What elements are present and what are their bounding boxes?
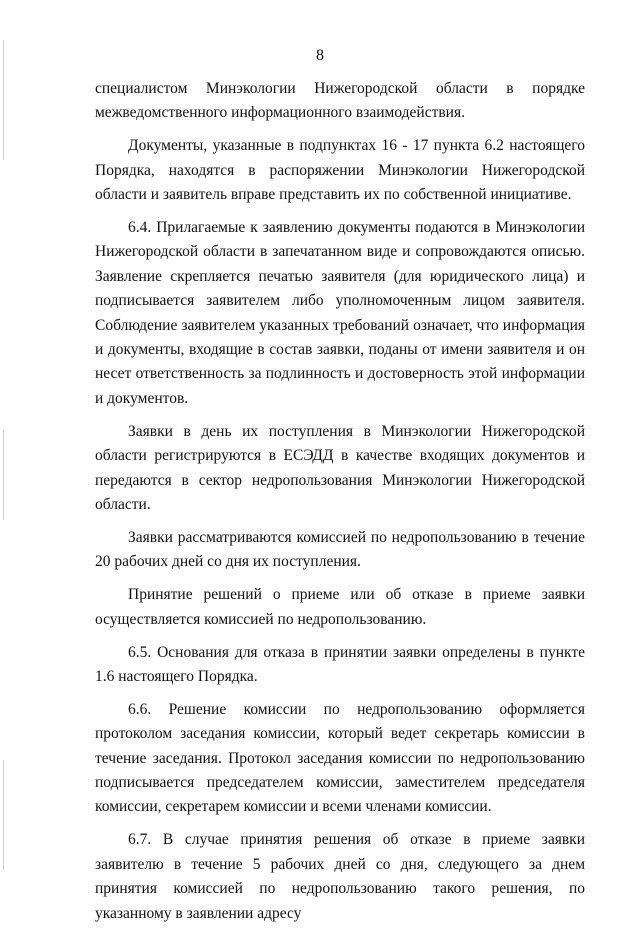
paragraph: Заявки в день их поступления в Минэкологии Нижегородской области регистрируются в ЕСЭДД в качестве входящих документов и передаются в сектор недропользования Минэкологии Нижегородской области. <box>95 422 585 513</box>
document-body <box>95 77 585 935</box>
page-number: 8 <box>316 47 324 64</box>
paragraph: 6.5. Основания для отказа в принятии заявки определены в пункте 1.6 настоящего Порядка. <box>95 643 585 685</box>
paragraph: 6.7. В случае принятия решения об отказе в приеме заявки заявителю в течение 5 рабочих дней со дня, следующего за днем принятия комиссией по недропользованию такого решения, по указанному в заявлении адресу <box>95 831 585 922</box>
paragraph: Заявки рассматриваются комиссией по недропользованию в течение 20 рабочих дней со дня их поступления. <box>95 528 585 571</box>
paragraph: 6.4. Прилагаемые к заявлению документы подаются в Минэкологии Нижегородской области в запечатанном виде и сопровождаются описью. Заявление скрепляется печатью заявителя (для юридического лица) и подписывается заявителем либо уполномоченным лицом заявителя. Соблюдение заявителем указанных требований означает, что информация и документы, входящие в состав заявки, поданы от имени заявителя и он несет ответственность за подлинность и достоверность этой информации и документов. <box>95 219 585 407</box>
paragraph: Документы, указанные в подпунктах 16 - 17 пункта 6.2 настоящего Порядка, находятся в распоряжении Минэкологии Нижегородской области и заявитель вправе представить их по собственной инициативе. <box>95 137 585 204</box>
paragraph: Принятие решений о приеме или об отказе в приеме заявки осуществляется комиссией по недропользованию. <box>95 586 585 628</box>
paragraph: специалистом Минэкологии Нижегородской области в порядке межведомственного информационного взаимодействия. <box>95 80 585 122</box>
paragraph: 6.6. Решение комиссии по недропользованию оформляется протоколом заседания комиссии, который ведет секретарь комиссии в течение заседания. Протокол заседания комиссии по недропользованию подписывается председателем комиссии, заместителем председателя комиссии, секретарем комиссии и всеми членами комиссии. <box>95 700 585 816</box>
scan-edge-artifact <box>3 430 4 520</box>
scan-edge-artifact <box>3 760 4 870</box>
